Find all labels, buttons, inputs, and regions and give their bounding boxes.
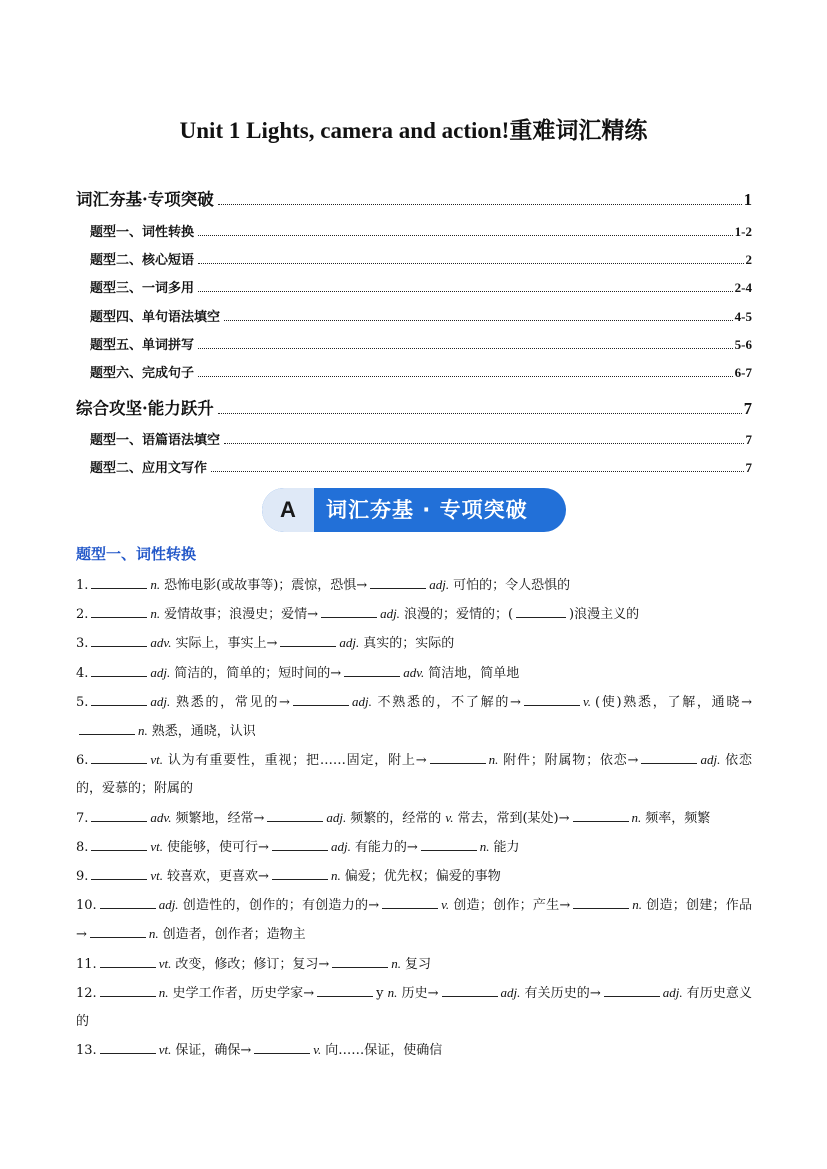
- exercise-item: 9. vt. 较喜欢，更喜欢→ n. 偏爱；优先权；偏爱的事物: [76, 862, 752, 891]
- toc-entry[interactable]: [76, 221, 752, 240]
- answer-blank[interactable]: [293, 691, 349, 706]
- answer-blank[interactable]: [332, 953, 388, 968]
- toc-label: 题型三、一词多用: [90, 281, 195, 296]
- toc-label: 题型一、词性转换: [90, 225, 195, 240]
- toc-page: 2: [745, 252, 752, 267]
- exercise-item: 6. vt. 认为有重要性，重视；把……固定，附上→ n. 附件；附属物；依恋→ adj. 依恋的，爱慕的；附属的: [76, 746, 752, 803]
- exercise-item: 2. n. 爱情故事；浪漫史；爱情→ adj. 浪漫的；爱情的；( )浪漫主义的: [76, 600, 752, 629]
- answer-blank[interactable]: [267, 807, 323, 822]
- toc-leader-dots: [218, 412, 742, 414]
- toc-page: 5-6: [734, 337, 752, 352]
- toc-entry[interactable]: [76, 395, 752, 419]
- toc-leader-dots: [198, 234, 733, 236]
- exercise-item: 7. adv. 频繁地，经常→ adj. 频繁的，经常的 v. 常去，常到(某处)→ n. 频率，频繁: [76, 804, 752, 833]
- toc-entry[interactable]: [76, 249, 752, 268]
- toc-leader-dots: [211, 470, 743, 472]
- answer-blank[interactable]: [254, 1039, 310, 1054]
- answer-blank[interactable]: [370, 574, 426, 589]
- toc-label: 题型四、单句语法填空: [90, 310, 221, 325]
- toc-label: 综合攻坚·能力跃升: [76, 399, 214, 418]
- answer-blank[interactable]: [91, 749, 147, 764]
- toc-leader-dots: [224, 319, 733, 321]
- section-badge: A: [262, 488, 314, 532]
- answer-blank[interactable]: [100, 953, 156, 968]
- answer-blank[interactable]: [272, 836, 328, 851]
- answer-blank[interactable]: [321, 603, 377, 618]
- answer-blank[interactable]: [91, 662, 147, 677]
- answer-blank[interactable]: [573, 894, 629, 909]
- toc-label: 题型二、应用文写作: [90, 461, 208, 476]
- answer-blank[interactable]: [524, 691, 580, 706]
- answer-blank[interactable]: [91, 574, 147, 589]
- toc-page: 7: [743, 399, 752, 418]
- exercise-item: 10. adj. 创造性的，创作的；有创造力的→ v. 创造；创作；产生→ n. 创造；创建；作品→ n. 创造者，创作者；造物主: [76, 891, 752, 949]
- answer-blank[interactable]: [280, 632, 336, 647]
- toc-page: 2-4: [734, 280, 752, 295]
- toc-leader-dots: [198, 262, 743, 264]
- toc-page: 1-2: [734, 224, 752, 239]
- toc-leader-dots: [218, 203, 742, 205]
- section-heading: 题型一、词性转换: [76, 545, 197, 563]
- answer-blank[interactable]: [442, 982, 498, 997]
- page-title: Unit 1 Lights, camera and action!重难词汇精练: [179, 118, 648, 143]
- answer-blank[interactable]: [90, 923, 146, 938]
- toc-label: 题型一、语篇语法填空: [90, 433, 221, 448]
- toc-label: 题型六、完成句子: [90, 366, 195, 381]
- toc-page: 7: [745, 432, 752, 447]
- exercise-item: 12. n. 史学工作者，历史学家→ y n. 历史→ adj. 有关历史的→ adj. 有历史意义的: [76, 979, 752, 1036]
- toc-label: 题型五、单词拼写: [90, 338, 195, 353]
- toc-page: 7: [745, 460, 752, 475]
- toc-entry[interactable]: [76, 186, 752, 210]
- answer-blank[interactable]: [100, 894, 156, 909]
- exercise-item: 1. n. 恐怖电影(或故事等)；震惊，恐惧→ adj. 可怕的；令人恐惧的: [76, 571, 752, 600]
- toc-leader-dots: [198, 375, 733, 377]
- exercise-item: 4. adj. 简洁的，简单的；短时间的→ adv. 简洁地，简单地: [76, 659, 752, 688]
- toc-entry[interactable]: [76, 429, 752, 448]
- toc-entry[interactable]: [76, 277, 752, 296]
- answer-blank[interactable]: [91, 865, 147, 880]
- toc-leader-dots: [198, 290, 733, 292]
- answer-blank[interactable]: [100, 982, 156, 997]
- answer-blank[interactable]: [91, 836, 147, 851]
- toc-leader-dots: [198, 347, 733, 349]
- answer-blank[interactable]: [573, 807, 629, 822]
- toc-label: 题型二、核心短语: [90, 253, 195, 268]
- answer-blank[interactable]: [430, 749, 486, 764]
- toc-entry[interactable]: [76, 334, 752, 353]
- toc-page: 4-5: [734, 309, 752, 324]
- exercise-item: 11. vt. 改变，修改；修订；复习→ n. 复习: [76, 950, 752, 979]
- answer-blank[interactable]: [604, 982, 660, 997]
- toc-entry[interactable]: [76, 362, 752, 381]
- answer-blank[interactable]: [317, 982, 373, 997]
- answer-blank[interactable]: [382, 894, 438, 909]
- answer-blank[interactable]: [421, 836, 477, 851]
- toc-entry[interactable]: [76, 457, 752, 476]
- answer-blank[interactable]: [272, 865, 328, 880]
- answer-blank[interactable]: [91, 632, 147, 647]
- toc-label: 词汇夯基·专项突破: [76, 190, 214, 209]
- toc-page: 1: [743, 190, 752, 209]
- answer-blank[interactable]: [516, 603, 566, 618]
- answer-blank[interactable]: [344, 662, 400, 677]
- exercise-list: [76, 571, 752, 1065]
- section-banner-text: 词汇夯基 · 专项突破: [326, 498, 528, 522]
- toc-page: 6-7: [734, 365, 752, 380]
- exercise-item: 5. adj. 熟悉的，常见的→ adj. 不熟悉的，不了解的→ v. (使)熟悉，了解，通晓→n. 熟悉，通晓，认识: [76, 688, 752, 746]
- answer-blank[interactable]: [100, 1039, 156, 1054]
- answer-blank[interactable]: [91, 691, 147, 706]
- answer-blank[interactable]: [79, 720, 135, 735]
- toc-entry[interactable]: [76, 306, 752, 325]
- exercise-item: 8. vt. 使能够，使可行→ adj. 有能力的→ n. 能力: [76, 833, 752, 862]
- answer-blank[interactable]: [91, 603, 147, 618]
- section-banner: [262, 488, 566, 532]
- exercise-item: 3. adv. 实际上，事实上→ adj. 真实的；实际的: [76, 629, 752, 658]
- answer-blank[interactable]: [641, 749, 697, 764]
- exercise-item: 13. vt. 保证，确保→ v. 向……保证，使确信: [76, 1036, 752, 1065]
- answer-blank[interactable]: [91, 807, 147, 822]
- toc-leader-dots: [224, 442, 743, 444]
